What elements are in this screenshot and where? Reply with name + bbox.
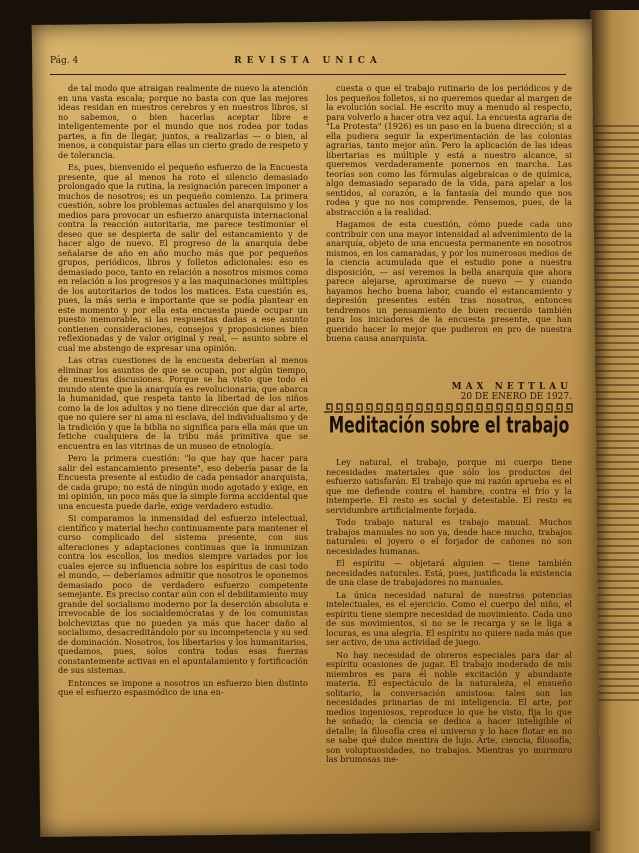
paragraph: El espíritu — objetará alguien — tiene también necesidades naturales. Está, pues, justificada la existencia de una clase de trabajadores no manuales. [326, 558, 572, 587]
author-name: MAX NETTLAU [451, 382, 572, 392]
paragraph: Si comparamos la inmensidad del esfuerzo intelectual, científico y material hecho continuamente para mantener el curso complicado del sistema presente, con sus alteraciones y adaptaciones continuas que la inmunizan contra los escollos, los medios siempre variados por los cuales ejerce su influencia sobre los espíritus de casi todo el mundo, — deberíamos admitir que nosotros le oponemos demasiado poco de verdadero esfuerzo competente semejante. Es preciso contar aún con el debilitamiento muy grande del socialismo moderno por la deserción absoluta e irrevocable de los socialdemócratas y de los comunistas bolcheviztas que no pueden ya más que hacer daño al socialismo, desacreditándolo por su incompetencia y su sed de dominación. Nosotros, los libertarios y los humanitarios, quedamos, pues, solos contra todas esas fuerzas constantemente activas en el apuntalamiento y fortificación de sus sistemas. [58, 513, 308, 675]
right-column-top [326, 84, 572, 382]
left-column [58, 84, 308, 832]
paragraph: Todo trabajo natural es trabajo manual. Muchos trabajos manuales no son ya, desde hace mucho, trabajos naturales: el joyero o el forjador de cañones no son necesidades humanas. [326, 517, 572, 556]
article-body [326, 458, 572, 838]
publication-title: REVISTA UNICA [234, 56, 382, 66]
article-signature [326, 382, 572, 402]
paragraph: Es, pues, bienvenido el pequeño esfuerzo de la Encuesta presente, que al menos ha roto el silencio demasiado prolongado que la rutina, la resignación parecen imponer a muchos de nosotros; es un pequeño comienzo. La primera cuestión, sobre los problemas actuales del anarquismo y los medios para provocar un esfuerzo anarquista internacional contra la reacción autoritaria, me parece testimoniar el deseo que se despierta de salir del estancamiento y de hacer algo de nuevo. El progreso de la anarquía debe señalarse de año en año mucho más que por pequeños grupos, periódicos, libros y folletos adicionales: eso es demasiado poco, tanto en relación a nosotros mismos como en relación a los progresos y a las maquinaciones múltiples de los autoritarios de todos los matices. Esta cuestión es, pues, la más seria e importante que se podía plantear en este momento y por ella esta encuesta puede ocupar un puesto memorable, si las respuestas dadas a ese asunto contienen consideraciones, consejos y proposiciones bien reflexionadas y de valor original y real, — asunto sobre el cual me abstengo de expresar una opinión. [58, 162, 308, 353]
paragraph: Entonces se impone a nosotros un esfuerzo bien distinto que el esfuerzo espasmódico de una en- [58, 677, 308, 697]
page-header [50, 52, 566, 75]
paragraph: de tal modo que atraigan realmente de nuevo la atención en una vasta escala; porque no basta con que las mejores ideas residan en nuestros cerebros y en nuestros libros, si no sabemos, o bien hacerlas aceptar libre e inteligentemente por el mundo que nos rodea por todas partes, a fin de llegar, juntos, a realizarlas — o bien, al menos, a conquistar para ellas un cierto grado de respeto y de tolerancia. [58, 84, 308, 160]
paragraph: cuesta o que el trabajo rutinario de los periódicos y de los pequeños folletos, si no queremos quedar al margen de la evolución social. He escrito muy a menudo al respecto, para volverlo a hacer otra vez aquí. La encuesta agraria de "La Protesta" (1926) es un paso en la buena dirección; si a ella pudiera seguir la experimentación de las colonias agrarias, tanto mejor aún. Pero la aplicación de las ideas libertarias es múltiple y está a nuestro alcance, si queremos verdaderamente ponernos en marcha. Las teorías son como las fórmulas algebraicas o de química, algo demasiado separado de la vida, para apelar a los sentidos, al corazón, a la fantasía del mundo que nos rodea y que no nos comprende. Pensemos, pues, de la abstracción a la realidad. [326, 84, 572, 217]
paragraph: Hagamos de esta cuestión, cómo puede cada uno contribuir con una mayor intensidad al advenimiento de la anarquía, objeto de una encuesta permanente en nosotros mismos, en los camaradas, y por los numerosos medios de la ciencia acumulada que el estudio pone a nuestra disposición, — así veremos la bella anarquía que ahora parece alejarse, aproximarse de nuevo — y cuando hayamos hecho buena labor, cuando el estancamiento y depresión presentes estén tras nosotros, entonces tendremos un pensamiento de buen recuerdo también para los iniciadores de la encuesta presente, que han querido hacer lo mejor que pudieron en pro de nuestra buena causa anarquista. [326, 219, 572, 343]
paragraph: Pero la primera cuestión: "lo que hay que hacer para salir del estancamiento presente", eso debería pasar de la Encuesta presente al estudio de cada pensador anarquista, de cada grupo; no está de ningún modo agotado y exige, en mi opinión, un poco más que la simple forma accidental que una encuesta puede darle, exige verdadero estudio. [58, 453, 308, 511]
adjacent-page-text-lines [594, 120, 639, 720]
paragraph: Las otras cuestiones de la encuesta deberían al menos eliminar los asuntos de que se ocupan, por algún tiempo, de nuestras discusiones. Porque se ha visto que todo el mundo siente que la anarquía es revolucionaria, que abarca la humanidad, que respeta tanto la libertad de los niños como la de los adultos y no tiene dirección que dar al arte, que no quiere ser ni ama ni esclava, del individualismo y de la tradición y que la biblia no significa para ella más que un fetiche cualquiera de la tribu más primitiva que se encuentra en las vitrinas de un museo de etnología. [58, 355, 308, 451]
paragraph: Ley natural, el trabajo, porque mi cuerpo tiene necesidades materiales que sólo los productos del esfuerzo satisfarán. El trabajo que mi razón aprueba es el que me defiende contra el hambre, contra el frío y la intemperie. El resto es social y detestable. El resto es servidumbre artificialmente forjada. [326, 458, 572, 515]
paragraph: La única necesidad natural de nuestras potencias intelectuales, es el ejercicio. Como el cuerpo del niño, el espíritu tiene siempre necesidad de movimiento. Cada uno de sus movimientos, si no se le recarga y se le liga a locuras, es una alegría. El espíritu no quiere nada más que ser activo, de una actividad de juego. [326, 589, 572, 647]
paragraph: No hay necesidad de obreros especiales para dar al espíritu ocasiones de jugar. El trabajo moderado de mis miembros es para él noble excitación y abundante materia. El espectáculo de la naturaleza, el ensueño solitario, la conversación amistosa: tales son las necesidades primarias de mi inteligencia. El arte, por medios ingeniosos, reproduce lo que he visto, fija lo que he soñado; la ciencia se dedica a hacer inteligible el detalle; la filosofía crea el universo y lo hace flotar en no se sabe qué dulce mentira de lujo. Arte, ciencia, filosofía, son voluptuosidades, no trabajos. Mientras yo murmuro las brumosas me- [326, 649, 572, 764]
page-number: Pág. 4 [50, 56, 79, 66]
article-heading: Meditación sobre el trabajo [328, 412, 570, 439]
signature-date: 20 DE ENERO DE 1927. [460, 392, 572, 402]
